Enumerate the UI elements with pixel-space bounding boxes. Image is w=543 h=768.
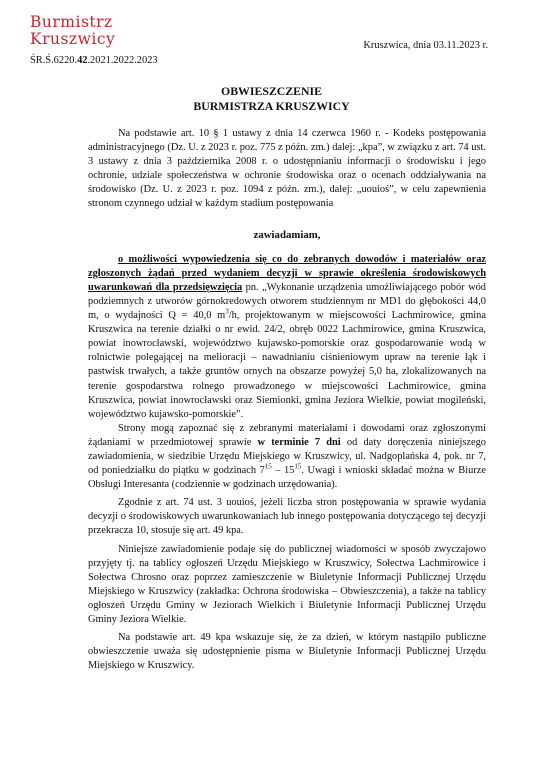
publication-paragraph: Niniejsze zawiadomienie podaje się do publicznej wiadomości w sposób zwyczajowo przyjęty tj. na tablicy ogłoszeń Urzędu Miejskiego w Kruszwicy, Sołectwa Lachmirowice i Sołectwa Chrosno oraz poprzez zamieszczenie w Biuletynie Informacji Publicznej Urzędu Miejskiego w Kruszwicy (zakładka: Ochrona środowiska – Obwieszczenia), a także na tablicy ogłoszeń Urzędu Gminy w Jeziorach Wielkich i Biuletynie Informacji Publicznej Urzędu Gminy Jeziora Wielkie. (88, 543, 486, 625)
logo-line-2: Kruszwicy (30, 30, 116, 48)
legal-basis-paragraph: Na podstawie art. 10 § 1 ustawy z dnia 14 czerwca 1960 r. - Kodeks postępowania administracyjnego (Dz. U. z 2023 r. poz. 775 z późn. zm.) dalej: „kpa”, w związku z art. 74 ust. 3 ustawy z dnia 3 października 2008 r. o udostępnianiu informacji o środowisku i jego ochronie, udziale społeczeństwa w ochronie środowiska oraz o ocenach oddziaływania na środowisko (Dz. U. z 2023 r. poz. 1094 z późn. zm.), dalej: „uouioś”, w celu zapewnienia stronom czynnego udział w każdym stadium postępowania (88, 128, 486, 210)
access-text-a: Strony mogą zapoznać się z zebranymi materiałami i dowodami oraz zgłoszonymi żądaniami w przedmiotowej sprawie (88, 422, 486, 448)
notice-date-paragraph: Na podstawie art. 49 kpa wskazuje się, że za dzień, w którym nastąpiło publiczne obwieszczenie uważa się udostępnienie pisma w Biuletynie Informacji Publicznej Urzędu Miejskiego w Kruszwicy. (88, 632, 486, 672)
project-text-b: /h, projektowanym w miejscowości Lachmirowice, gmina Kruszwica na terenie działki o nr ewid. 24/2, obręb 0022 Lachmirowice, gmina Kruszwica, powiat inowrocławski, województwo kujawsko-pomorskie oraz gospodarowanie wodą w rolnictwie polegającej na melioracji – nawadnianiu ciśnieniowym upraw na terenie łąk i pastwisk trwałych, a także gruntów ornych na obszarze powyżej 5,0 ha, zlokalizowanych na terenie gospodarstwa rolnego prowadzonego w miejscowości Lachmirowice, gmina Kruszwica, powiat inowrocławski oraz Siemionki, gmina Jeziora Wielkie, powiat mogileński, województwo kujawsko-pomorskie”. (88, 310, 486, 420)
logo-line-1: Burmistrz (30, 13, 113, 31)
access-text-c: – 15 (271, 465, 295, 477)
case-reference (30, 55, 158, 66)
cubic-superscript: 3 (225, 307, 229, 316)
access-text-d: . Uwagi i wnioski składać można w Biurze Obsługi Interesanta (codziennie w godzinach urzędowania). (88, 465, 486, 491)
title-line-1: OBWIESZCZENIE (221, 84, 322, 98)
underlined-notice: o możliwości wypowiedzenia się co do zebranych dowodów i materiałów oraz zgłoszonych żądań przed wydaniem decyzji w sprawie określenia środowiskowych uwarunkowań dla przedsięwzięcia (88, 253, 486, 293)
document-title (0, 84, 543, 114)
hours-start-superscript: 15 (264, 462, 272, 471)
project-paragraph (88, 253, 486, 422)
document-date: Kruszwica, dnia 03.11.2023 r. (363, 40, 488, 51)
access-text-b: od daty doręczenia niniejszego zawiadomienia, w siedzibie Urzędu Miejskiego w Kruszwicy, ul. Nadgoplańska 4, pok. nr 7, od poniedziałku do piątku w godzinach 7 (88, 436, 486, 477)
title-line-2: BURMISTRZA KRUSZWICY (193, 99, 350, 113)
reference-prefix: ŚR.Ś.6220. (30, 55, 78, 66)
reference-suffix: .2021.2022.2023 (87, 55, 158, 66)
document-body (88, 127, 486, 673)
deadline: w terminie 7 dni (257, 436, 341, 448)
reference-number: 42 (77, 55, 88, 66)
burmistrz-logo (30, 14, 115, 48)
hours-end-superscript: 15 (294, 462, 302, 471)
announcement-heading: zawiadamiam, (253, 228, 321, 241)
parties-paragraph: Zgodnie z art. 74 ust. 3 uouioś, jeżeli liczba stron postępowania w sprawie wydania decyzji o środowiskowych uwarunkowaniach lub innego postępowania dotyczącego tej decyzji przekracza 10, stosuje się art. 49 kpa. (88, 497, 486, 537)
access-paragraph (88, 422, 486, 492)
project-text-a: pn. „Wykonanie urządzenia umożliwiającego pobór wód podziemnych z utworów górnokredowych otworem studziennym nr MD1 do głębokości 44,0 m, o wydajności Q = 40,0 m (88, 281, 487, 322)
